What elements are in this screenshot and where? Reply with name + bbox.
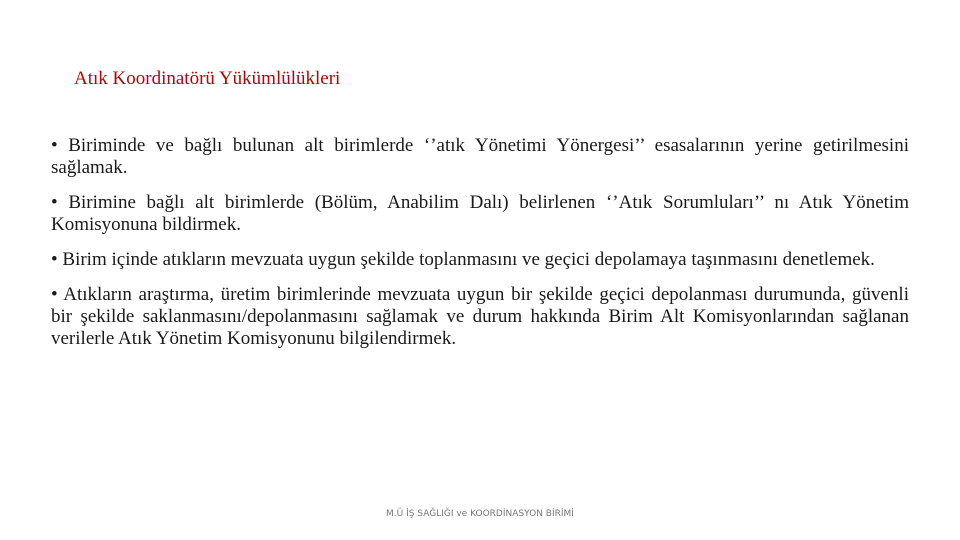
bullet-item: • Birim içinde atıkların mevzuata uygun şekilde toplanmasını ve geçici depolamaya taşınmasını denetlemek. — [51, 249, 875, 270]
bullet-item: • Biriminde ve bağlı bulunan alt birimlerde ‘’atık Yönetimi Yönergesi’’ esasalarının yerine getirilmesini sağlamak. — [51, 135, 909, 178]
slide-footer: M.Ü İŞ SAĞLIĞI ve KOORDİNASYON BİRİMİ — [386, 509, 574, 519]
slide-title: Atık Koordinatörü Yükümlülükleri — [74, 68, 341, 89]
bullet-list — [51, 135, 909, 363]
bullet-item: • Birimine bağlı alt birimlerde (Bölüm, Anabilim Dalı) belirlenen ‘’Atık Sorumluları’’ nı Atık Yönetim Komisyonuna bildirmek. — [51, 192, 909, 235]
bullet-item: • Atıkların araştırma, üretim birimlerinde mevzuata uygun bir şekilde geçici depolanması durumunda, güvenli bir şekilde saklanmasını/depolanmasını sağlamak ve durum hakkında Birim Alt Komisyonlarından sağlanan verilerle Atık Yönetim Komisyonunu bilgilendirmek. — [51, 284, 909, 349]
